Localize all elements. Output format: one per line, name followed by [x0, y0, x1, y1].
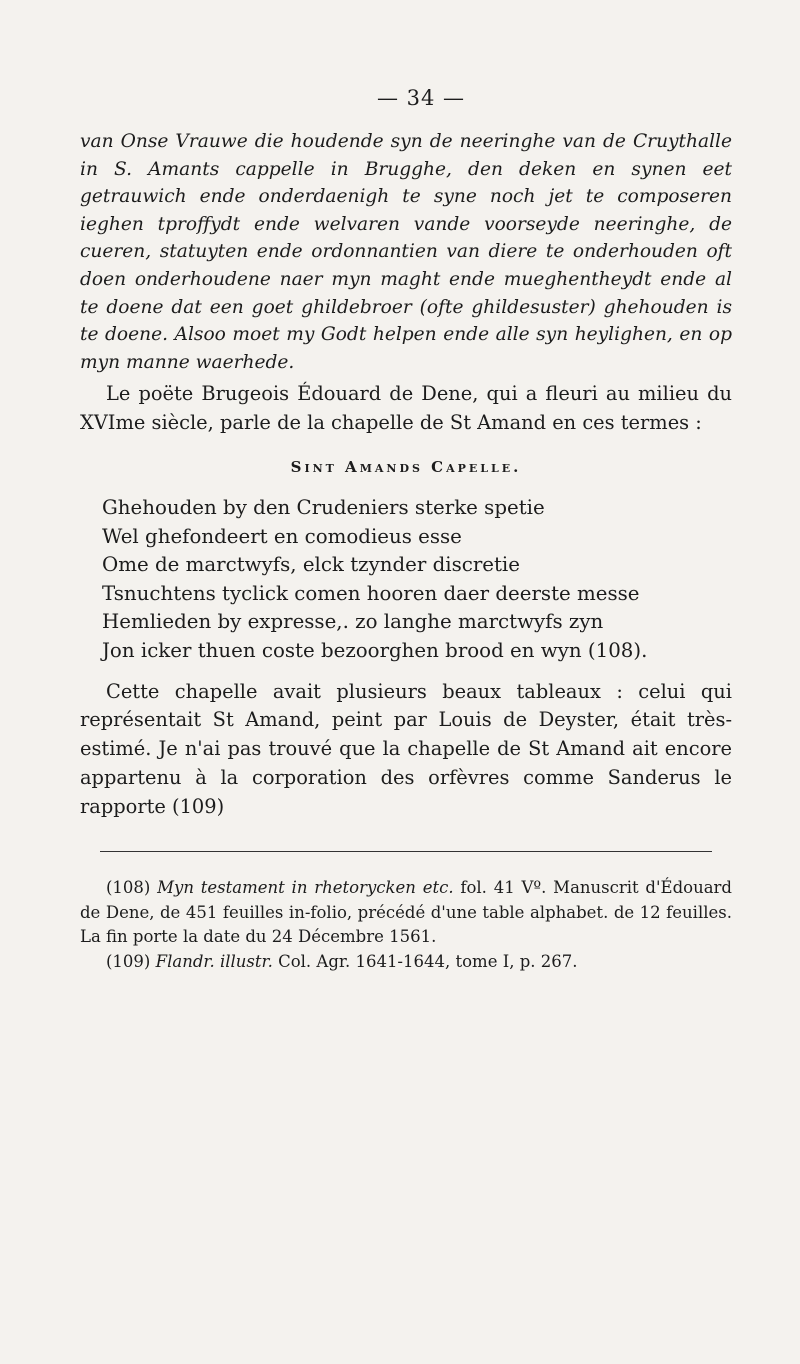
footnote-text: fol. 41 Vº. Manuscrit d'Édouard de Dene, de 451 feuilles in-folio, précédé d'une table alphabet. de 12 feuilles. La fin porte la date du 24 Décembre 1561.: [80, 878, 732, 947]
italic-line: Cruythalle in S. Amants cappelle in Brugghe, den deken: [80, 131, 732, 180]
italic-line: te onderhouden oft doen onderhoudene naer myn maght ende: [80, 241, 732, 290]
paragraph-de-dene: Le poëte Brugeois Édouard de Dene, qui a fleuri au milieu du XVIme siècle, parle de la chapelle de St Amand en ces termes :: [80, 382, 732, 435]
poem-line: Hemlieden by expresse,. zo langhe marctwyfs zyn: [102, 610, 604, 634]
footnote-text: Col. Agr. 1641-1644, tome I, p. 267.: [278, 951, 578, 971]
italic-line: te composeren ieghen tproffydt ende welvaren vande voorseyde: [80, 186, 732, 235]
poem-verses: [102, 494, 732, 666]
poem-line: Tsnuchtens tyclick comen hooren daer deerste messe: [102, 581, 640, 605]
poem-line: Ghehouden by den Crudeniers sterke spetie: [102, 495, 545, 519]
italic-line: en synen eet getrauwich ende onderdaenigh te syne noch jet: [80, 158, 733, 208]
italic-line: ghildesuster) ghehouden is te doene. Alsoo moet my Godt helpen: [80, 296, 732, 346]
footnote-109: [80, 950, 732, 975]
footnote-title: Flandr. illustr.: [155, 951, 273, 971]
page-number: — 34 —: [376, 86, 466, 110]
poem-line: Ome de marctwyfs, elck tzynder discretie: [102, 553, 520, 577]
flemish-oath-text: [80, 128, 732, 376]
poem-title: Sint Amands Capelle.: [290, 457, 522, 476]
poem-line: Wel ghefondeert en comodieus esse: [102, 524, 462, 548]
footnote-title: Myn testament in rhetorycken etc.: [157, 878, 454, 898]
document-page: [80, 86, 732, 974]
poem-line: Jon icker thuen coste bezoorghen brood en wyn (108).: [102, 638, 648, 662]
footnote-number: (108): [106, 878, 151, 898]
italic-line: ende alle syn heylighen, en op myn manne waerhede.: [80, 324, 732, 373]
italic-line: mueghentheydt ende al te doene dat een goet ghildebroer (ofte: [80, 268, 732, 318]
footnote-divider: [100, 851, 712, 852]
footnote-108: [80, 876, 732, 950]
italic-line: van Onse Vrauwe die houdende syn de neeringhe van de: [80, 131, 626, 152]
paragraph-chapelle: Cette chapelle avait plusieurs beaux tableaux : celui qui représentait St Amand, peint par Louis de Deyster, était très-estimé. Je n'ai pas trouvé que la chapelle de St Amand ait encore appartenu à la corporation des orfèvres comme Sanderus le rapporte (109): [80, 679, 732, 818]
footnote-number: (109): [106, 951, 151, 971]
italic-line: neeringhe, de cueren, statuyten ende ordonnantien van diere: [80, 213, 732, 263]
